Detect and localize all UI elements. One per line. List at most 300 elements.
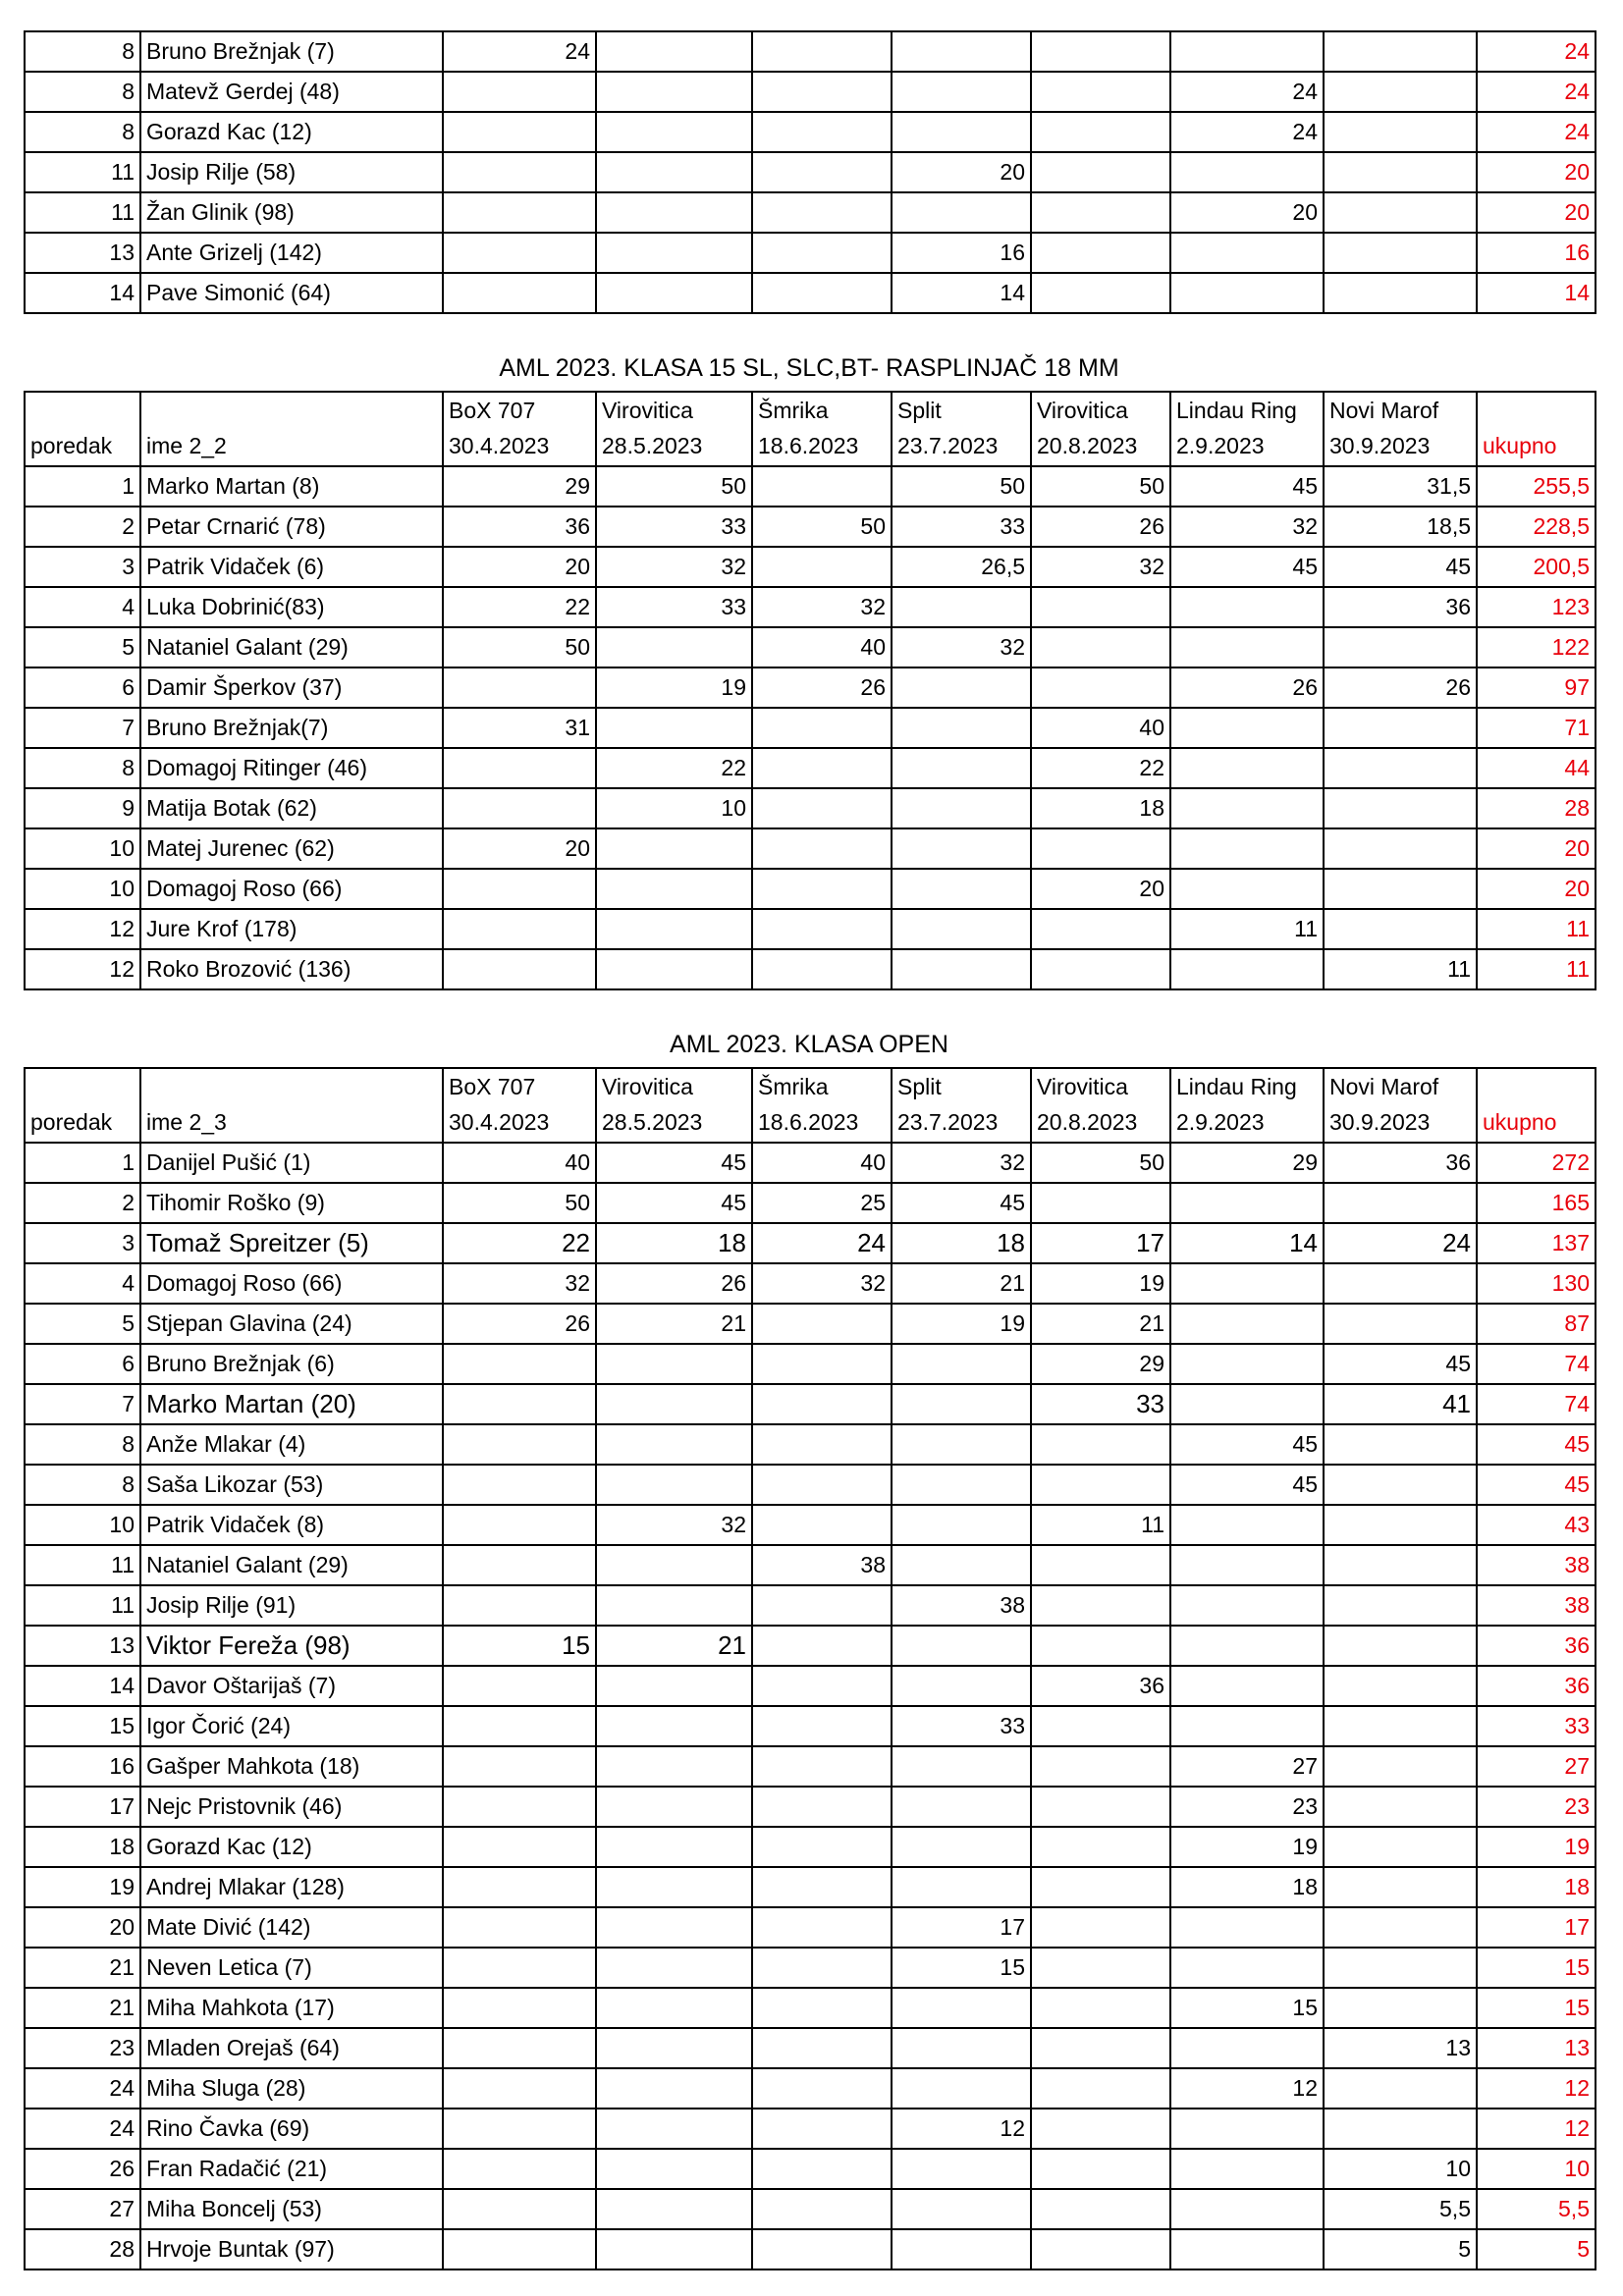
score-cell: 33 [892,1706,1031,1746]
rank-cell: 21 [25,1988,140,2028]
score-cell [1031,1465,1170,1505]
score-cell [1031,949,1170,989]
score-cell [1170,233,1324,273]
total-cell: 44 [1477,748,1596,788]
name-cell: Matej Jurenec (62) [140,828,443,869]
score-cell [752,869,892,909]
score-cell: 50 [892,466,1031,507]
score-cell: 15 [892,1948,1031,1988]
score-cell [1324,192,1477,233]
event-date: 20.8.2023 [1037,1109,1138,1135]
name-cell: Jure Krof (178) [140,909,443,949]
event-date: 18.6.2023 [758,1109,859,1135]
score-cell [596,152,752,192]
score-cell [752,1585,892,1626]
score-cell [1031,667,1170,708]
score-cell [596,1585,752,1626]
score-cell: 20 [892,152,1031,192]
score-cell: 36 [1324,1143,1477,1183]
score-cell: 32 [892,1143,1031,1183]
score-cell [752,1505,892,1545]
score-cell: 14 [1170,1223,1324,1263]
score-cell [752,1465,892,1505]
score-cell: 18 [596,1223,752,1263]
total-cell: 38 [1477,1545,1596,1585]
score-cell [1031,152,1170,192]
table-row [25,1666,1596,1706]
score-cell [443,192,596,233]
table-row [25,2229,1596,2269]
score-cell [752,708,892,748]
score-cell [752,748,892,788]
score-cell: 32 [596,1505,752,1545]
total-cell: 97 [1477,667,1596,708]
score-cell [752,1424,892,1465]
score-cell: 50 [443,627,596,667]
score-cell [1170,2189,1324,2229]
name-cell: Marko Martan (20) [140,1384,443,1424]
table-row [25,2189,1596,2229]
score-cell [1170,1304,1324,1344]
score-cell: 50 [443,1183,596,1223]
rank-cell: 10 [25,1505,140,1545]
score-cell [1031,1867,1170,1907]
rank-cell: 24 [25,2068,140,2109]
table-row [25,1183,1596,1223]
table-row [25,2109,1596,2149]
event-header [596,392,752,466]
table-row [25,1706,1596,1746]
score-cell [596,1344,752,1384]
total-cell: 15 [1477,1988,1596,2028]
score-cell [1170,273,1324,313]
score-cell: 14 [892,273,1031,313]
score-cell [752,1867,892,1907]
table-row [25,1143,1596,1183]
table-row [25,1787,1596,1827]
total-cell: 5 [1477,2229,1596,2269]
score-cell [1170,587,1324,627]
name-cell: Pave Simonić (64) [140,273,443,313]
score-cell [1324,1948,1477,1988]
event-date: 28.5.2023 [602,1109,703,1135]
table-row [25,587,1596,627]
score-cell: 17 [1031,1223,1170,1263]
score-cell [1324,1304,1477,1344]
name-cell: Saša Likozar (53) [140,1465,443,1505]
score-cell [892,31,1031,72]
header-row [25,392,1596,466]
score-cell [1031,1585,1170,1626]
rank-cell: 14 [25,1666,140,1706]
score-cell [1031,1183,1170,1223]
score-cell [443,869,596,909]
score-cell [1031,1746,1170,1787]
score-cell: 16 [892,233,1031,273]
score-cell [1170,1626,1324,1666]
score-cell: 33 [892,507,1031,547]
total-cell: 130 [1477,1263,1596,1304]
score-cell [1324,828,1477,869]
score-cell: 50 [1031,466,1170,507]
total-cell: 24 [1477,112,1596,152]
table-row [25,1223,1596,1263]
total-cell: 12 [1477,2109,1596,2149]
score-cell [443,1505,596,1545]
score-cell: 32 [1170,507,1324,547]
score-cell [892,748,1031,788]
score-cell [1170,627,1324,667]
score-cell [752,273,892,313]
table-row [25,1585,1596,1626]
score-cell: 27 [1170,1746,1324,1787]
score-cell [1170,1585,1324,1626]
score-cell [752,1304,892,1344]
score-cell: 26 [596,1263,752,1304]
score-cell [596,1545,752,1585]
total-cell: 200,5 [1477,547,1596,587]
event-header [892,392,1031,466]
score-cell [1170,2149,1324,2189]
score-cell [1324,1183,1477,1223]
score-cell: 25 [752,1183,892,1223]
score-cell [1324,788,1477,828]
table-3-title: AML 2023. KLASA OPEN [670,1031,948,1058]
score-cell [752,828,892,869]
rank-cell: 19 [25,1867,140,1907]
table-row [25,1384,1596,1424]
total-cell: 13 [1477,2028,1596,2068]
score-cell [1031,273,1170,313]
score-cell [752,949,892,989]
total-cell: 20 [1477,152,1596,192]
score-cell [1324,869,1477,909]
name-cell: Danijel Pušić (1) [140,1143,443,1183]
score-cell: 15 [1170,1988,1324,2028]
total-cell: 15 [1477,1948,1596,1988]
total-header: ukupno [1477,392,1596,466]
score-cell: 29 [1170,1143,1324,1183]
score-cell: 32 [892,627,1031,667]
event-date: 30.4.2023 [449,1109,550,1135]
total-cell: 36 [1477,1666,1596,1706]
rank-cell: 5 [25,627,140,667]
score-cell [1170,788,1324,828]
score-cell [892,708,1031,748]
total-cell: 16 [1477,233,1596,273]
name-cell: Bruno Brežnjak (7) [140,31,443,72]
total-cell: 33 [1477,1706,1596,1746]
score-cell [1031,2229,1170,2269]
score-cell: 18,5 [1324,507,1477,547]
score-cell [892,869,1031,909]
event-header [752,1068,892,1143]
name-cell: Luka Dobrinić(83) [140,587,443,627]
score-cell: 18 [1031,788,1170,828]
score-cell [1031,1988,1170,2028]
table-row [25,869,1596,909]
table-row [25,748,1596,788]
score-cell [443,72,596,112]
rank-cell: 10 [25,828,140,869]
score-cell: 32 [443,1263,596,1304]
score-cell [752,233,892,273]
score-cell: 11 [1324,949,1477,989]
score-cell [1324,72,1477,112]
table-row [25,667,1596,708]
score-cell: 45 [1170,1424,1324,1465]
table-row [25,2068,1596,2109]
score-cell [752,1746,892,1787]
score-cell: 36 [1324,587,1477,627]
score-cell: 24 [1170,112,1324,152]
name-cell: Bruno Brežnjak(7) [140,708,443,748]
score-cell: 31,5 [1324,466,1477,507]
event-date: 23.7.2023 [897,1109,999,1135]
event-name: Virovitica [1037,1074,1128,1099]
table-row [25,1867,1596,1907]
score-cell [1170,1263,1324,1304]
score-cell: 17 [892,1907,1031,1948]
name-cell: Nataniel Galant (29) [140,1545,443,1585]
event-date: 23.7.2023 [897,433,999,458]
score-cell: 24 [752,1223,892,1263]
score-cell [892,1988,1031,2028]
table-row [25,1263,1596,1304]
rank-cell: 1 [25,466,140,507]
score-cell [596,31,752,72]
score-cell [1170,1545,1324,1585]
score-cell: 20 [1031,869,1170,909]
score-cell [892,828,1031,869]
event-date: 30.9.2023 [1329,1109,1431,1135]
rank-header: poredak [25,1068,140,1143]
score-cell [752,1706,892,1746]
name-cell: Miha Sluga (28) [140,2068,443,2109]
total-cell: 23 [1477,1787,1596,1827]
score-cell [1170,1344,1324,1384]
score-cell [752,2229,892,2269]
total-cell: 71 [1477,708,1596,748]
score-cell [892,112,1031,152]
score-cell: 22 [443,1223,596,1263]
score-cell [892,2229,1031,2269]
score-cell: 22 [443,587,596,627]
rank-cell: 20 [25,1907,140,1948]
name-cell: Domagoj Ritinger (46) [140,748,443,788]
score-cell [1031,2109,1170,2149]
name-header: ime 2_2 [140,392,443,466]
score-cell: 45 [1324,547,1477,587]
score-cell [752,547,892,587]
score-cell [443,2149,596,2189]
score-cell: 33 [596,587,752,627]
name-cell: Gašper Mahkota (18) [140,1746,443,1787]
rank-cell: 7 [25,1384,140,1424]
score-cell [1324,233,1477,273]
score-cell [1031,2028,1170,2068]
event-date: 2.9.2023 [1176,433,1265,458]
score-cell [1031,2149,1170,2189]
total-cell: 10 [1477,2149,1596,2189]
score-cell [752,1666,892,1706]
score-cell [1324,2068,1477,2109]
table-row [25,1424,1596,1465]
score-cell: 40 [752,1143,892,1183]
score-cell [892,1626,1031,1666]
score-cell [443,1787,596,1827]
event-name: Novi Marof [1329,398,1439,423]
score-cell: 21 [1031,1304,1170,1344]
score-cell: 15 [443,1626,596,1666]
event-header [1031,392,1170,466]
name-cell: Mladen Orejaš (64) [140,2028,443,2068]
total-cell: 11 [1477,949,1596,989]
score-cell [443,1585,596,1626]
name-cell: Gorazd Kac (12) [140,112,443,152]
score-cell [892,1787,1031,1827]
score-cell [1031,1424,1170,1465]
score-cell [596,949,752,989]
table-row [25,1907,1596,1948]
rank-cell: 11 [25,192,140,233]
rank-cell: 12 [25,949,140,989]
total-cell: 20 [1477,828,1596,869]
score-cell [443,2189,596,2229]
score-cell: 21 [596,1626,752,1666]
rank-cell: 6 [25,667,140,708]
score-cell [443,1465,596,1505]
score-cell [892,1384,1031,1424]
score-cell [1031,1948,1170,1988]
event-header [443,1068,596,1143]
score-cell [752,1626,892,1666]
score-cell [1031,909,1170,949]
score-cell [1170,869,1324,909]
rank-cell: 11 [25,1585,140,1626]
event-name: Virovitica [602,398,693,423]
score-cell [1170,31,1324,72]
name-cell: Bruno Brežnjak (6) [140,1344,443,1384]
name-cell: Igor Čorić (24) [140,1706,443,1746]
score-cell [752,2189,892,2229]
score-cell [596,1988,752,2028]
score-cell [1324,273,1477,313]
rank-cell: 17 [25,1787,140,1827]
score-cell [752,72,892,112]
table-row [25,1344,1596,1384]
score-cell [443,748,596,788]
score-cell: 29 [443,466,596,507]
rank-cell: 8 [25,1424,140,1465]
name-cell: Anže Mlakar (4) [140,1424,443,1465]
event-header [443,392,596,466]
total-cell: 272 [1477,1143,1596,1183]
event-header [1170,392,1324,466]
name-cell: Neven Letica (7) [140,1948,443,1988]
score-cell [752,1948,892,1988]
score-cell [596,1666,752,1706]
rank-cell: 8 [25,1465,140,1505]
rank-cell: 28 [25,2229,140,2269]
name-cell: Patrik Vidaček (8) [140,1505,443,1545]
total-cell: 20 [1477,192,1596,233]
score-cell [443,2229,596,2269]
score-cell [1324,152,1477,192]
score-cell [596,1424,752,1465]
score-cell: 33 [596,507,752,547]
table-row [25,1746,1596,1787]
score-cell [752,1827,892,1867]
total-cell: 18 [1477,1867,1596,1907]
score-cell [892,1666,1031,1706]
score-cell: 50 [596,466,752,507]
name-cell: Tomaž Spreitzer (5) [140,1223,443,1263]
rank-cell: 14 [25,273,140,313]
score-cell [1031,233,1170,273]
name-cell: Domagoj Roso (66) [140,869,443,909]
total-cell: 122 [1477,627,1596,667]
score-cell [443,233,596,273]
score-cell: 26 [1031,507,1170,547]
score-cell [892,1505,1031,1545]
name-cell: Roko Brozović (136) [140,949,443,989]
score-cell [892,72,1031,112]
score-cell [596,273,752,313]
score-cell [596,1787,752,1827]
score-cell [752,192,892,233]
total-cell: 228,5 [1477,507,1596,547]
score-cell [1324,1706,1477,1746]
score-cell [752,2068,892,2109]
score-cell: 31 [443,708,596,748]
score-cell [1324,1907,1477,1948]
score-cell [1031,1907,1170,1948]
rank-cell: 8 [25,72,140,112]
score-cell [596,112,752,152]
table-row [25,1465,1596,1505]
total-cell: 137 [1477,1223,1596,1263]
rank-cell: 10 [25,869,140,909]
event-name: Split [897,1074,942,1099]
score-cell: 23 [1170,1787,1324,1827]
score-cell [1324,1263,1477,1304]
name-cell: Davor Oštarijaš (7) [140,1666,443,1706]
score-cell [596,233,752,273]
score-cell [443,2068,596,2109]
score-cell [596,1465,752,1505]
rank-cell: 11 [25,152,140,192]
rank-cell: 16 [25,1746,140,1787]
score-cell [892,909,1031,949]
total-cell: 123 [1477,587,1596,627]
score-cell [1170,1948,1324,1988]
event-name: BoX 707 [449,1074,536,1099]
score-cell [752,466,892,507]
total-cell: 38 [1477,1585,1596,1626]
name-cell: Andrej Mlakar (128) [140,1867,443,1907]
rank-cell: 3 [25,547,140,587]
name-cell: Matija Botak (62) [140,788,443,828]
table-row [25,1304,1596,1344]
event-header [1324,392,1477,466]
total-cell: 45 [1477,1465,1596,1505]
score-cell [892,587,1031,627]
score-cell [752,152,892,192]
score-cell [1324,1746,1477,1787]
score-cell [892,1545,1031,1585]
score-cell [752,788,892,828]
